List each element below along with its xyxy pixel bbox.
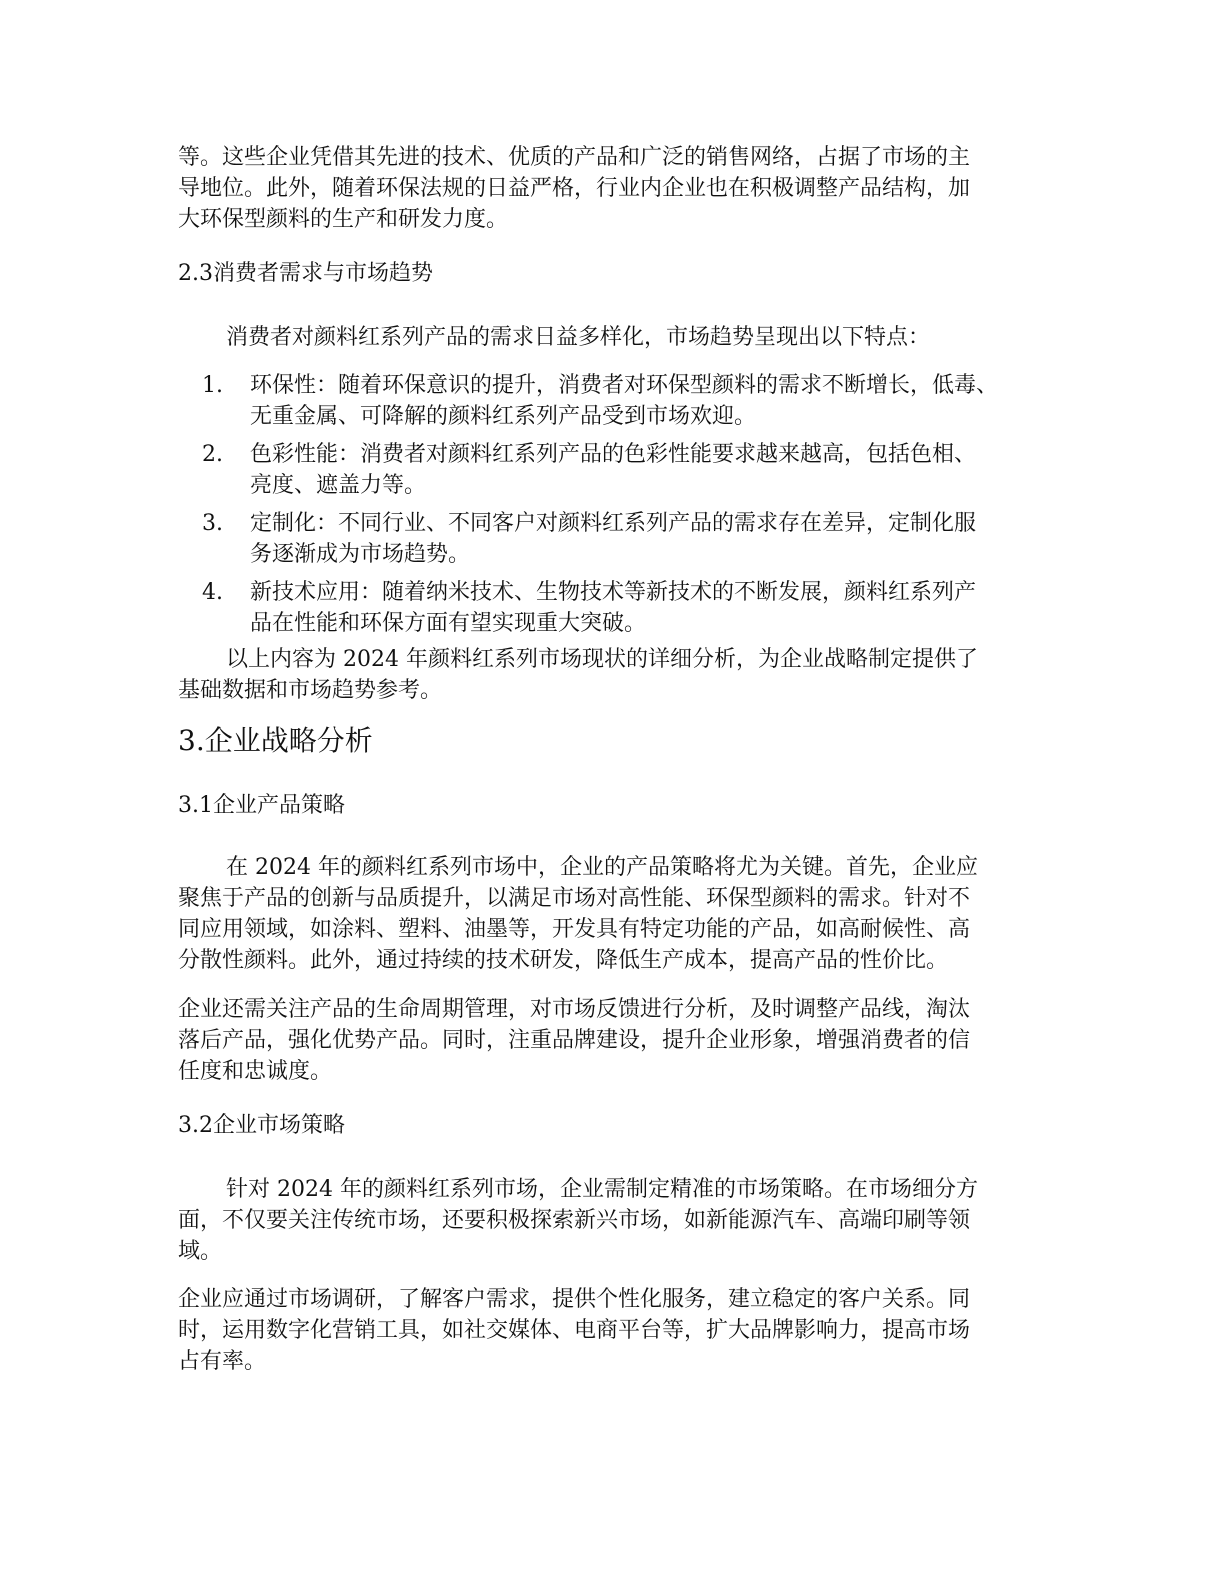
intro-paragraph: [178, 142, 970, 235]
text-line: 占有率。: [178, 1349, 267, 1374]
text-line: 大环保型颜料的生产和研发力度。: [178, 207, 509, 232]
paragraph: [178, 1174, 978, 1267]
text-line: 导地位。此外，随着环保法规的日益严格，行业内企业也在积极调整产品结构，加: [178, 176, 971, 201]
list-number: 4.: [202, 580, 223, 605]
summary-paragraph: [178, 644, 978, 706]
text-line: 企业还需关注产品的生命周期管理，对市场反馈进行分析，及时调整产品线，淘汰: [178, 997, 971, 1022]
text-line: 等。这些企业凭借其先进的技术、优质的产品和广泛的销售网络，占据了市场的主: [178, 145, 971, 170]
text-line: 针对 2024 年的颜料红系列市场，企业需制定精准的市场策略。在市场细分方: [226, 1177, 978, 1202]
list-item: [178, 577, 998, 639]
text-line: 面，不仅要关注传统市场，还要积极探索新兴市场，如新能源汽车、高端印刷等领: [178, 1208, 971, 1233]
text-line: 务逐渐成为市场趋势。: [250, 542, 471, 567]
text-line: 同应用领域，如涂料、塑料、油墨等，开发具有特定功能的产品，如高耐候性、高: [178, 917, 971, 942]
text-line: 定制化：不同行业、不同客户对颜料红系列产品的需求存在差异，定制化服: [250, 511, 977, 536]
text-line: 聚焦于产品的创新与品质提升，以满足市场对高性能、环保型颜料的需求。针对不: [178, 886, 971, 911]
text-line: 新技术应用：随着纳米技术、生物技术等新技术的不断发展，颜料红系列产: [250, 580, 977, 605]
text-line: 在 2024 年的颜料红系列市场中，企业的产品策略将尤为关键。首先，企业应: [226, 855, 978, 880]
list-number: 1.: [202, 373, 223, 398]
text-line: 域。: [178, 1239, 223, 1264]
list-number: 3.: [202, 511, 223, 536]
text-line: 落后产品，强化优势产品。同时，注重品牌建设，提升企业形象，增强消费者的信: [178, 1028, 971, 1053]
text-line: 品在性能和环保方面有望实现重大突破。: [250, 611, 647, 636]
list-item: [178, 370, 998, 432]
section-heading-2-3: 2.3消费者需求与市场趋势: [178, 261, 433, 286]
paragraph: [178, 994, 970, 1087]
section-heading-3-2: 3.2企业市场策略: [178, 1113, 345, 1138]
paragraph: [178, 1284, 970, 1377]
text-line: 时，运用数字化营销工具，如社交媒体、电商平台等，扩大品牌影响力，提高市场: [178, 1318, 971, 1343]
text-line: 亮度、遮盖力等。: [250, 473, 427, 498]
paragraph: [178, 852, 978, 976]
text-line: 分散性颜料。此外，通过持续的技术研发，降低生产成本，提高产品的性价比。: [178, 948, 949, 973]
list-number: 2.: [202, 442, 223, 467]
trend-list: [178, 370, 998, 639]
text-line: 环保性：随着环保意识的提升，消费者对环保型颜料的需求不断增长，低毒、: [250, 373, 999, 398]
text-line: 企业应通过市场调研，了解客户需求，提供个性化服务，建立稳定的客户关系。同: [178, 1287, 971, 1312]
list-item: [178, 439, 998, 501]
text-line: 基础数据和市场趋势参考。: [178, 678, 443, 703]
text-line: 色彩性能：消费者对颜料红系列产品的色彩性能要求越来越高，包括色相、: [250, 442, 977, 467]
section-heading-3-1: 3.1企业产品策略: [178, 793, 345, 818]
list-item: [178, 508, 998, 570]
text-line: 任度和忠诚度。: [178, 1059, 333, 1084]
section-heading-3: 3.企业战略分析: [178, 724, 373, 757]
lead-paragraph: 消费者对颜料红系列产品的需求日益多样化，市场趋势呈现出以下特点：: [226, 325, 931, 350]
text-line: 以上内容为 2024 年颜料红系列市场现状的详细分析，为企业战略制定提供了: [226, 647, 978, 672]
text-line: 无重金属、可降解的颜料红系列产品受到市场欢迎。: [250, 404, 757, 429]
